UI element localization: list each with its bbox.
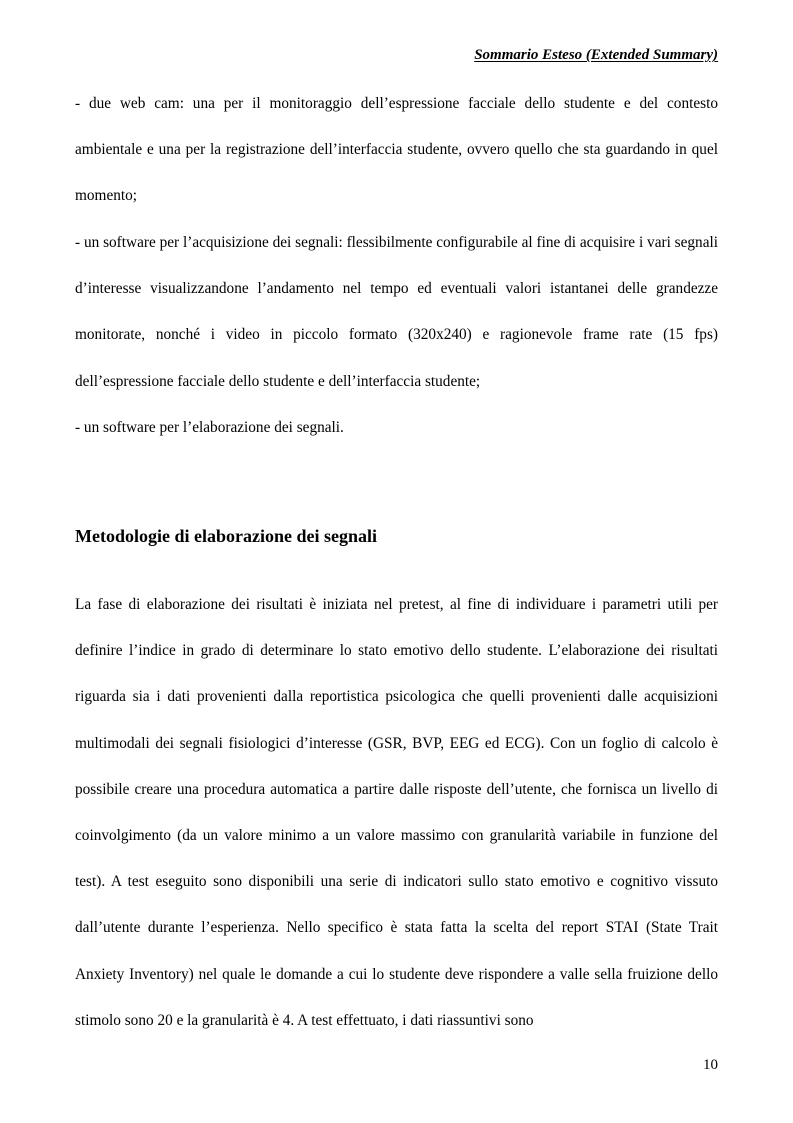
list-item-processing-software: - un software per l’elaborazione dei segnali. [75, 419, 344, 436]
page-number: 10 [703, 1057, 718, 1073]
running-header: Sommario Esteso (Extended Summary) [474, 47, 718, 63]
section-heading: Metodologie di elaborazione dei segnali [75, 526, 377, 546]
section-paragraph: La fase di elaborazione dei risultati è iniziata nel pretest, al fine di individuare i parametri utili per definire l’indice in grado di determinare lo stato emotivo dello studente. L’elaborazione dei risultati riguarda sia i dati provenienti dalla reportistica psicologica che quelli provenienti dalle acquisizioni multimodali dei segnali fisiologici d’interesse (GSR, BVP, EEG ed ECG). Con un foglio di calcolo è possibile creare una procedura automatica a partire dalle risposte dell’utente, che fornisca un livello di coinvolgimento (da un valore minimo a un valore massimo con granularità variabile in funzione del test). A test eseguito sono disponibili una serie di indicatori sullo stato emotivo e cognitivo vissuto dall’utente durante l’esperienza. Nello specifico è stata fatta la scelta del report STAI (State Trait Anxiety Inventory) nel quale le domande a cui lo studente deve rispondere a valle sella fruizione dello stimolo sono 20 e la granularità è 4. A test effettuato, i dati riassuntivi sono [75, 596, 718, 1029]
list-item-webcams: - due web cam: una per il monitoraggio dell’espressione facciale dello studente e del contesto ambientale e una per la registrazione dell’interfaccia studente, ovvero quello che sta guardando in quel momento; [75, 95, 718, 205]
list-item-acquisition-software: - un software per l’acquisizione dei segnali: flessibilmente configurabile al fine di acquisire i vari segnali d’interesse visualizzandone l’andamento nel tempo ed eventuali valori istantanei delle grandezze monitorate, nonché i video in piccolo formato (320x240) e ragionevole frame rate (15 fps) dell’espressione facciale dello studente e dell’interfaccia studente; [75, 234, 718, 390]
